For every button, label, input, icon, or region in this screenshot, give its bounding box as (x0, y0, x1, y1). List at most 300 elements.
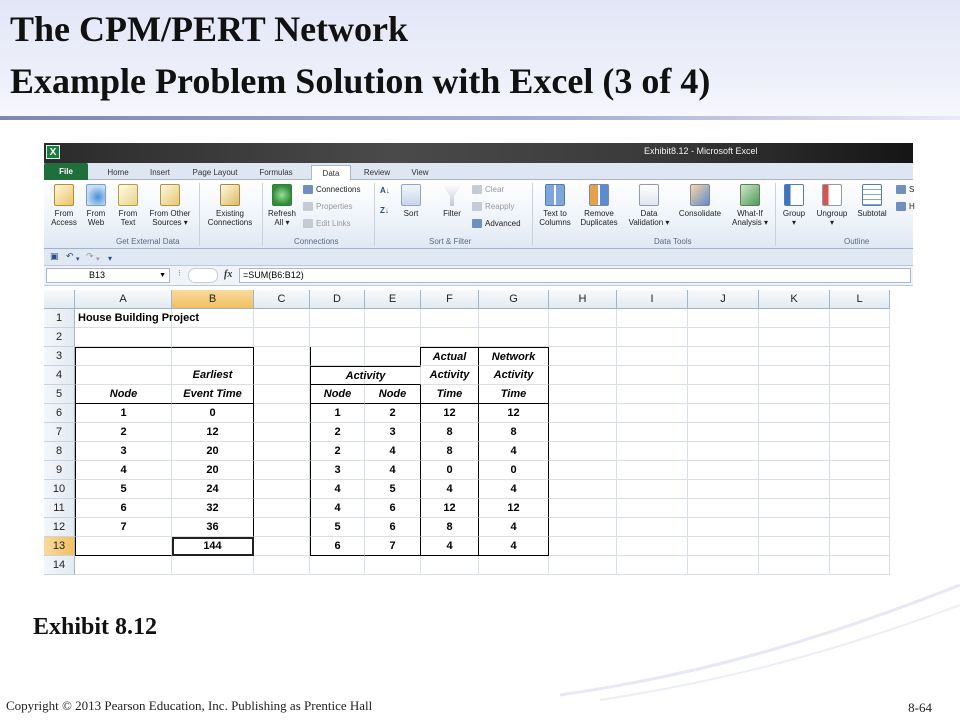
refresh-all-button[interactable] (265, 184, 299, 227)
cell-b5[interactable]: Event Time (172, 385, 254, 404)
hide-detail-label: H (909, 202, 915, 211)
existing-connections-button[interactable] (202, 184, 258, 227)
refresh-icon (272, 184, 292, 206)
cell-d9[interactable]: 3 (310, 461, 365, 480)
cell-bg[interactable] (830, 309, 890, 328)
column-header-c[interactable]: C (254, 290, 310, 309)
cell-bg[interactable] (688, 328, 759, 347)
edit-links-label: Edit Links (316, 219, 351, 228)
cell-bg[interactable] (688, 556, 759, 575)
cell-d4[interactable]: Activity (310, 366, 421, 385)
cell-bg[interactable] (688, 442, 759, 461)
data-validation-button[interactable] (626, 184, 672, 227)
cell-d10[interactable]: 4 (310, 480, 365, 499)
redo-icon[interactable]: ↷ (86, 252, 94, 262)
cell-bg[interactable] (617, 556, 688, 575)
window-title: Exhibit8.12 - Microsoft Excel (644, 146, 758, 156)
cell-g13[interactable]: 4 (479, 537, 549, 556)
edit-links-button[interactable] (303, 219, 351, 229)
ungroup-icon (822, 184, 842, 206)
text-file-icon (118, 184, 138, 206)
formula-input[interactable]: =SUM(B6:B12) (239, 268, 911, 283)
cell-bg[interactable] (549, 385, 617, 404)
cell-f11[interactable]: 12 (421, 499, 479, 518)
cell-g10[interactable]: 4 (479, 480, 549, 499)
cell-bg[interactable] (688, 309, 759, 328)
column-header-b[interactable]: B (172, 290, 254, 309)
cell-bg[interactable] (479, 328, 549, 347)
save-icon[interactable]: ▣ (50, 252, 59, 262)
cell-a6[interactable]: 1 (75, 404, 172, 423)
sort-icon (401, 184, 421, 206)
cell-b11[interactable]: 32 (172, 499, 254, 518)
excel-title-bar (44, 143, 913, 163)
cell-g11[interactable]: 12 (479, 499, 549, 518)
slide-title-line-2: Example Problem Solution with Excel (3 of 4) (10, 61, 711, 101)
decorative-swoosh (560, 580, 960, 700)
cell-bg[interactable] (617, 328, 688, 347)
cell-e9[interactable]: 4 (365, 461, 421, 480)
cell-bg[interactable] (759, 461, 830, 480)
cell-bg[interactable] (830, 556, 890, 575)
cell-bg[interactable] (759, 556, 830, 575)
cell-b8[interactable]: 20 (172, 442, 254, 461)
from-web-button[interactable] (82, 184, 110, 227)
cell-bg[interactable] (617, 499, 688, 518)
cell-bg[interactable] (688, 347, 759, 366)
cell-bg[interactable] (688, 404, 759, 423)
cell-b3[interactable] (172, 347, 254, 366)
column-header-f[interactable]: F (421, 290, 479, 309)
cell-bg[interactable] (759, 537, 830, 556)
consolidate-label: Consolidate (678, 209, 722, 218)
formula-bar-handle-icon[interactable]: ⁝ (178, 269, 181, 279)
ungroup-label-2: ▾ (829, 218, 834, 227)
group-label-data-tools: Data Tools (654, 237, 692, 246)
cell-bg[interactable] (688, 537, 759, 556)
cell-f3[interactable]: Actual (421, 347, 479, 366)
remove-duplicates-label-2: Duplicates (580, 218, 618, 227)
cell-bg[interactable] (617, 537, 688, 556)
from-access-label-2: Access (51, 218, 77, 227)
cell-bg[interactable] (759, 309, 830, 328)
cell-b12[interactable]: 36 (172, 518, 254, 537)
column-header-i[interactable]: I (617, 290, 688, 309)
subtotal-icon (862, 184, 882, 206)
cell-bg[interactable] (479, 556, 549, 575)
cell-g4[interactable]: Activity (479, 366, 549, 385)
sort-ascending-icon[interactable]: A↓ (380, 186, 390, 195)
connections-icon (303, 185, 313, 194)
cell-bg[interactable] (549, 499, 617, 518)
cell-bg[interactable] (617, 442, 688, 461)
cell-bg[interactable] (759, 385, 830, 404)
cell-e6[interactable]: 2 (365, 404, 421, 423)
cell-bg[interactable] (617, 404, 688, 423)
cell-bg[interactable] (830, 385, 890, 404)
cell-a10[interactable]: 5 (75, 480, 172, 499)
what-if-analysis-button[interactable] (728, 184, 772, 227)
cell-bg[interactable] (365, 556, 421, 575)
row-header-13[interactable]: 13 (44, 537, 75, 556)
cell-bg[interactable] (617, 366, 688, 385)
cell-g12[interactable]: 4 (479, 518, 549, 537)
cell-f12[interactable]: 8 (421, 518, 479, 537)
sort-descending-icon[interactable]: Z↓ (380, 206, 389, 215)
cell-e10[interactable]: 5 (365, 480, 421, 499)
cell-bg[interactable] (759, 328, 830, 347)
remove-duplicates-button[interactable] (576, 184, 622, 227)
cell-bg[interactable] (254, 518, 310, 537)
cell-bg[interactable] (254, 556, 310, 575)
customize-icon[interactable]: ▾ (108, 254, 113, 263)
cell-bg[interactable] (549, 556, 617, 575)
cell-bg[interactable] (254, 385, 310, 404)
cell-bg[interactable] (254, 537, 310, 556)
cell-e5[interactable]: Node (365, 385, 421, 404)
cell-f5[interactable]: Time (421, 385, 479, 404)
sort-button[interactable] (396, 184, 426, 218)
connections-button[interactable] (303, 185, 360, 195)
row-header-2[interactable]: 2 (44, 328, 75, 347)
row-header-10[interactable]: 10 (44, 480, 75, 499)
cell-bg[interactable] (759, 480, 830, 499)
cell-bg[interactable] (172, 328, 254, 347)
sort-label: Sort (403, 209, 419, 218)
other-sources-icon (160, 184, 180, 206)
cell-g9[interactable]: 0 (479, 461, 549, 480)
group-label-get-external-data: Get External Data (116, 237, 180, 246)
column-header-d[interactable]: D (310, 290, 365, 309)
cell-bg[interactable] (617, 309, 688, 328)
row-header-6[interactable]: 6 (44, 404, 75, 423)
existing-label-1: Existing (215, 209, 244, 218)
cell-bg[interactable] (830, 518, 890, 537)
copyright-text: Copyright © 2013 Pearson Education, Inc. Publishing as Prentice Hall (6, 698, 373, 713)
cell-bg[interactable] (617, 518, 688, 537)
column-header-a[interactable]: A (75, 290, 172, 309)
cell-bg[interactable] (365, 309, 421, 328)
cell-bg[interactable] (549, 347, 617, 366)
column-header-k[interactable]: K (759, 290, 830, 309)
cell-d13[interactable]: 6 (310, 537, 365, 556)
group-separator (532, 183, 533, 246)
cell-bg[interactable] (421, 309, 479, 328)
subtotal-button[interactable] (852, 184, 892, 218)
cell-bg[interactable] (254, 442, 310, 461)
tab-insert[interactable]: Insert (149, 168, 170, 177)
cell-f8[interactable]: 8 (421, 442, 479, 461)
cell-bg[interactable] (254, 328, 310, 347)
cell-bg[interactable] (549, 518, 617, 537)
row-header-1[interactable]: 1 (44, 309, 75, 328)
show-detail-icon (896, 185, 906, 194)
cell-bg[interactable] (310, 556, 365, 575)
from-text-button[interactable] (114, 184, 142, 227)
cell-bg[interactable] (617, 461, 688, 480)
cell-bg[interactable] (688, 366, 759, 385)
subtotal-label: Subtotal (857, 209, 887, 218)
group-separator (775, 183, 776, 246)
group-icon (784, 184, 804, 206)
cell-bg[interactable] (421, 556, 479, 575)
row-header-9[interactable]: 9 (44, 461, 75, 480)
web-icon (86, 184, 106, 206)
cell-e13[interactable]: 7 (365, 537, 421, 556)
cell-a9[interactable]: 4 (75, 461, 172, 480)
cell-bg[interactable] (549, 537, 617, 556)
cell-bg[interactable] (254, 423, 310, 442)
row-header-7[interactable]: 7 (44, 423, 75, 442)
cell-f4[interactable]: Activity (421, 366, 479, 385)
row-header-3[interactable]: 3 (44, 347, 75, 366)
row-header-5[interactable]: 5 (44, 385, 75, 404)
cell-bg[interactable] (830, 480, 890, 499)
cell-bg[interactable] (759, 423, 830, 442)
cell-a4[interactable] (75, 366, 172, 385)
cell-bg[interactable] (830, 461, 890, 480)
properties-label: Properties (316, 202, 353, 211)
cell-g3[interactable]: Network (479, 347, 549, 366)
refresh-label-2: All ▾ (274, 218, 290, 227)
tab-file[interactable]: File (44, 163, 88, 180)
cell-bg[interactable] (688, 423, 759, 442)
cell-b6[interactable]: 0 (172, 404, 254, 423)
from-access-button[interactable] (48, 184, 80, 227)
cell-bg[interactable] (617, 347, 688, 366)
selected-cell-b13[interactable]: 144 (172, 537, 254, 556)
cell-b10[interactable]: 24 (172, 480, 254, 499)
row-header-14[interactable]: 14 (44, 556, 75, 575)
cell-e8[interactable]: 4 (365, 442, 421, 461)
cell-bg[interactable] (254, 366, 310, 385)
cell-bg[interactable] (830, 404, 890, 423)
cell-g8[interactable]: 4 (479, 442, 549, 461)
clear-button[interactable] (472, 185, 504, 195)
group-label-outline: Outline (844, 237, 870, 246)
cell-bg[interactable] (549, 366, 617, 385)
ribbon-tabs (44, 163, 913, 180)
cell-bg[interactable] (549, 309, 617, 328)
existing-label-2: Connections (207, 218, 253, 227)
group-label-1: Group (782, 209, 806, 218)
consolidate-button[interactable] (674, 184, 726, 218)
cell-bg[interactable] (688, 518, 759, 537)
advanced-filter-icon (472, 219, 482, 228)
cell-bg[interactable] (254, 461, 310, 480)
properties-button[interactable] (303, 202, 352, 212)
column-header-l[interactable]: L (830, 290, 890, 309)
column-header-h[interactable]: H (549, 290, 617, 309)
clear-label: Clear (485, 185, 505, 194)
chevron-down-icon[interactable]: ▼ (159, 272, 166, 279)
cell-bg[interactable] (617, 423, 688, 442)
cell-bg[interactable] (830, 537, 890, 556)
group-separator (262, 183, 263, 246)
data-validation-icon (639, 184, 659, 206)
cell-bg[interactable] (254, 480, 310, 499)
column-header-j[interactable]: J (688, 290, 759, 309)
cell-d5[interactable]: Node (310, 385, 365, 404)
remove-duplicates-icon (589, 184, 609, 206)
cell-bg[interactable] (759, 404, 830, 423)
consolidate-icon (690, 184, 710, 206)
cell-bg[interactable] (310, 309, 365, 328)
formula-bar (44, 266, 913, 286)
group-label-2: ▾ (791, 218, 796, 227)
cell-bg[interactable] (617, 480, 688, 499)
cell-bg[interactable] (830, 423, 890, 442)
what-if-label-2: Analysis ▾ (731, 218, 769, 227)
cell-e7[interactable]: 3 (365, 423, 421, 442)
advanced-button[interactable] (472, 219, 521, 229)
cell-bg[interactable] (549, 480, 617, 499)
cell-bg[interactable] (617, 385, 688, 404)
cell-bg[interactable] (830, 328, 890, 347)
reapply-button[interactable] (472, 202, 514, 212)
cell-a3[interactable] (75, 347, 172, 366)
group-button[interactable] (777, 184, 811, 227)
slide-title-line-1: The CPM/PERT Network (10, 9, 409, 49)
row-header-4[interactable]: 4 (44, 366, 75, 385)
tab-formulas[interactable]: Formulas (259, 168, 293, 177)
cell-b7[interactable]: 12 (172, 423, 254, 442)
cell-bg[interactable] (549, 423, 617, 442)
from-web-label-1: From (86, 209, 106, 218)
cell-a11[interactable]: 6 (75, 499, 172, 518)
cell-f7[interactable]: 8 (421, 423, 479, 442)
tab-review[interactable]: Review (363, 168, 391, 177)
select-all-corner[interactable] (44, 290, 75, 309)
name-box[interactable] (46, 268, 170, 283)
cell-bg[interactable] (254, 404, 310, 423)
cell-a5[interactable]: Node (75, 385, 172, 404)
filter-icon (442, 184, 462, 206)
cell-b9[interactable]: 20 (172, 461, 254, 480)
cell-a13[interactable] (75, 537, 172, 556)
cell-bg[interactable] (688, 385, 759, 404)
access-icon (54, 184, 74, 206)
cell-bg[interactable] (75, 328, 172, 347)
from-other-sources-button[interactable] (144, 184, 196, 227)
name-box-value: B13 (89, 270, 106, 280)
cell-bg[interactable] (688, 461, 759, 480)
column-header-e[interactable]: E (365, 290, 421, 309)
undo-dropdown-icon[interactable]: ▾ (76, 255, 80, 263)
cell-bg[interactable] (830, 366, 890, 385)
cell-bg[interactable] (549, 404, 617, 423)
cell-bg[interactable] (479, 309, 549, 328)
excel-logo-icon[interactable]: X (46, 145, 60, 159)
from-text-label-1: From (118, 209, 138, 218)
cell-bg[interactable] (549, 442, 617, 461)
cell-d7[interactable]: 2 (310, 423, 365, 442)
from-other-label-1: From Other (149, 209, 191, 218)
cell-d6[interactable]: 1 (310, 404, 365, 423)
cell-a7[interactable]: 2 (75, 423, 172, 442)
tab-data[interactable]: Data (311, 165, 351, 181)
tab-home[interactable]: Home (107, 168, 129, 177)
cell-bg[interactable] (549, 461, 617, 480)
cell-bg[interactable] (830, 442, 890, 461)
cell-d3[interactable] (310, 347, 365, 366)
undo-icon[interactable]: ↶ (66, 252, 74, 262)
row-header-8[interactable]: 8 (44, 442, 75, 461)
remove-duplicates-label-1: Remove (584, 209, 614, 218)
cell-b4[interactable]: Earliest (172, 366, 254, 385)
row-header-11[interactable]: 11 (44, 499, 75, 518)
cell-bg[interactable] (830, 499, 890, 518)
data-validation-label-1: Data (640, 209, 658, 218)
cell-g6[interactable]: 12 (479, 404, 549, 423)
cell-bg[interactable] (759, 518, 830, 537)
what-if-label-1: What-If (737, 209, 763, 218)
cell-bg[interactable] (830, 347, 890, 366)
cell-bg[interactable] (254, 347, 310, 366)
fx-icon[interactable]: fx (224, 269, 233, 280)
cell-d8[interactable]: 2 (310, 442, 365, 461)
hide-detail-button[interactable] (896, 202, 915, 212)
quick-access-toolbar (44, 249, 913, 266)
ungroup-button[interactable] (812, 184, 852, 227)
row-header-12[interactable]: 12 (44, 518, 75, 537)
cell-f10[interactable]: 4 (421, 480, 479, 499)
filter-button[interactable] (437, 184, 467, 218)
cell-f6[interactable]: 12 (421, 404, 479, 423)
cell-a12[interactable]: 7 (75, 518, 172, 537)
cell-bg[interactable] (310, 328, 365, 347)
cell-a8[interactable]: 3 (75, 442, 172, 461)
from-access-label-1: From (54, 209, 74, 218)
column-header-g[interactable]: G (479, 290, 549, 309)
cell-f13[interactable]: 4 (421, 537, 479, 556)
text-to-columns-label-1: Text to (543, 209, 567, 218)
cell-e3[interactable] (365, 347, 421, 366)
properties-icon (303, 202, 313, 211)
show-detail-button[interactable] (896, 185, 914, 195)
cell-bg[interactable] (688, 499, 759, 518)
cell-bg[interactable] (75, 556, 172, 575)
cell-d11[interactable]: 4 (310, 499, 365, 518)
cell-a1[interactable]: House Building Project (75, 309, 295, 328)
cell-bg[interactable] (254, 499, 310, 518)
cell-e11[interactable]: 6 (365, 499, 421, 518)
cell-bg[interactable] (688, 480, 759, 499)
cell-bg[interactable] (172, 556, 254, 575)
tab-view[interactable]: View (411, 168, 429, 177)
ribbon-data (44, 180, 913, 249)
cell-g5[interactable]: Time (479, 385, 549, 404)
cell-bg[interactable] (759, 442, 830, 461)
tab-page-layout[interactable]: Page Layout (192, 168, 238, 177)
cell-bg[interactable] (759, 347, 830, 366)
from-web-label-2: Web (87, 218, 105, 227)
cell-e12[interactable]: 6 (365, 518, 421, 537)
cell-g7[interactable]: 8 (479, 423, 549, 442)
cell-bg[interactable] (759, 499, 830, 518)
cell-bg[interactable] (759, 366, 830, 385)
redo-dropdown-icon[interactable]: ▾ (96, 255, 100, 263)
text-to-columns-button[interactable] (535, 184, 575, 227)
cell-bg[interactable] (421, 328, 479, 347)
formula-bar-expand-icon[interactable] (188, 268, 218, 283)
cell-f9[interactable]: 0 (421, 461, 479, 480)
cell-d12[interactable]: 5 (310, 518, 365, 537)
what-if-icon (740, 184, 760, 206)
cell-bg[interactable] (549, 328, 617, 347)
exhibit-caption: Exhibit 8.12 (33, 614, 158, 640)
cell-bg[interactable] (365, 328, 421, 347)
